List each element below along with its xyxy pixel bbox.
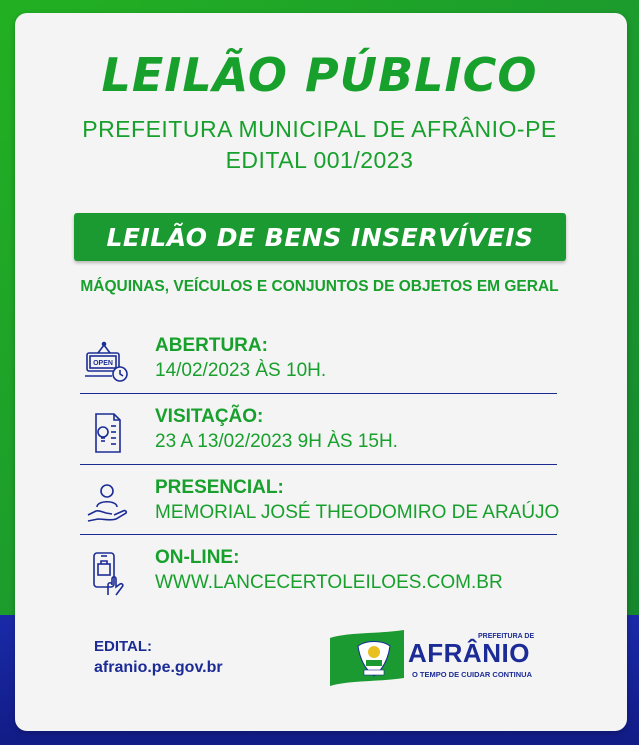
logo-prefeitura-text: PREFEITURA DE (478, 633, 535, 640)
abertura-value: 14/02/2023 ÀS 10H. (155, 360, 327, 381)
auction-banner (74, 213, 566, 261)
poster-title: LEILÃO PÚBLICO (101, 48, 538, 102)
online-label: ON-LINE: (155, 547, 240, 568)
divider (80, 393, 557, 394)
info-presencial (80, 477, 558, 539)
visitacao-value: 23 A 13/02/2023 9H ÀS 15H. (155, 431, 398, 452)
subtitle-edital: EDITAL 001/2023 (225, 147, 414, 173)
presencial-label: PRESENCIAL: (155, 477, 284, 498)
presencial-value: MEMORIAL JOSÉ THEODOMIRO DE ARAÚJO (155, 502, 560, 523)
edital-label: EDITAL: (94, 638, 153, 655)
tagline: MÁQUINAS, VEÍCULOS E CONJUNTOS DE OBJETOS EM GERAL (80, 278, 559, 295)
person-hand-icon (84, 481, 130, 527)
logo-afranio-text: AFRÂNIO (408, 638, 530, 668)
banner-text: LEILÃO DE BENS INSERVÍVEIS (106, 222, 534, 252)
svg-text:OPEN: OPEN (93, 360, 113, 367)
edital-url[interactable]: afranio.pe.gov.br (94, 659, 223, 676)
open-sign-clock-icon (84, 339, 130, 385)
smartphone-touch-icon (84, 551, 130, 597)
online-value: WWW.LANCECERTOLEILOES.COM.BR (155, 572, 503, 593)
visitacao-label: VISITAÇÃO: (155, 406, 264, 427)
divider (80, 464, 557, 465)
document-checklist-icon (84, 410, 130, 456)
divider (80, 534, 557, 535)
info-online (80, 547, 558, 609)
info-visitacao (80, 406, 558, 468)
info-abertura (80, 335, 558, 397)
subtitle-municipality: PREFEITURA MUNICIPAL DE AFRÂNIO-PE (82, 116, 557, 142)
logo-slogan: O TEMPO DE CUIDAR CONTINUA (412, 670, 532, 679)
abertura-label: ABERTURA: (155, 335, 268, 356)
